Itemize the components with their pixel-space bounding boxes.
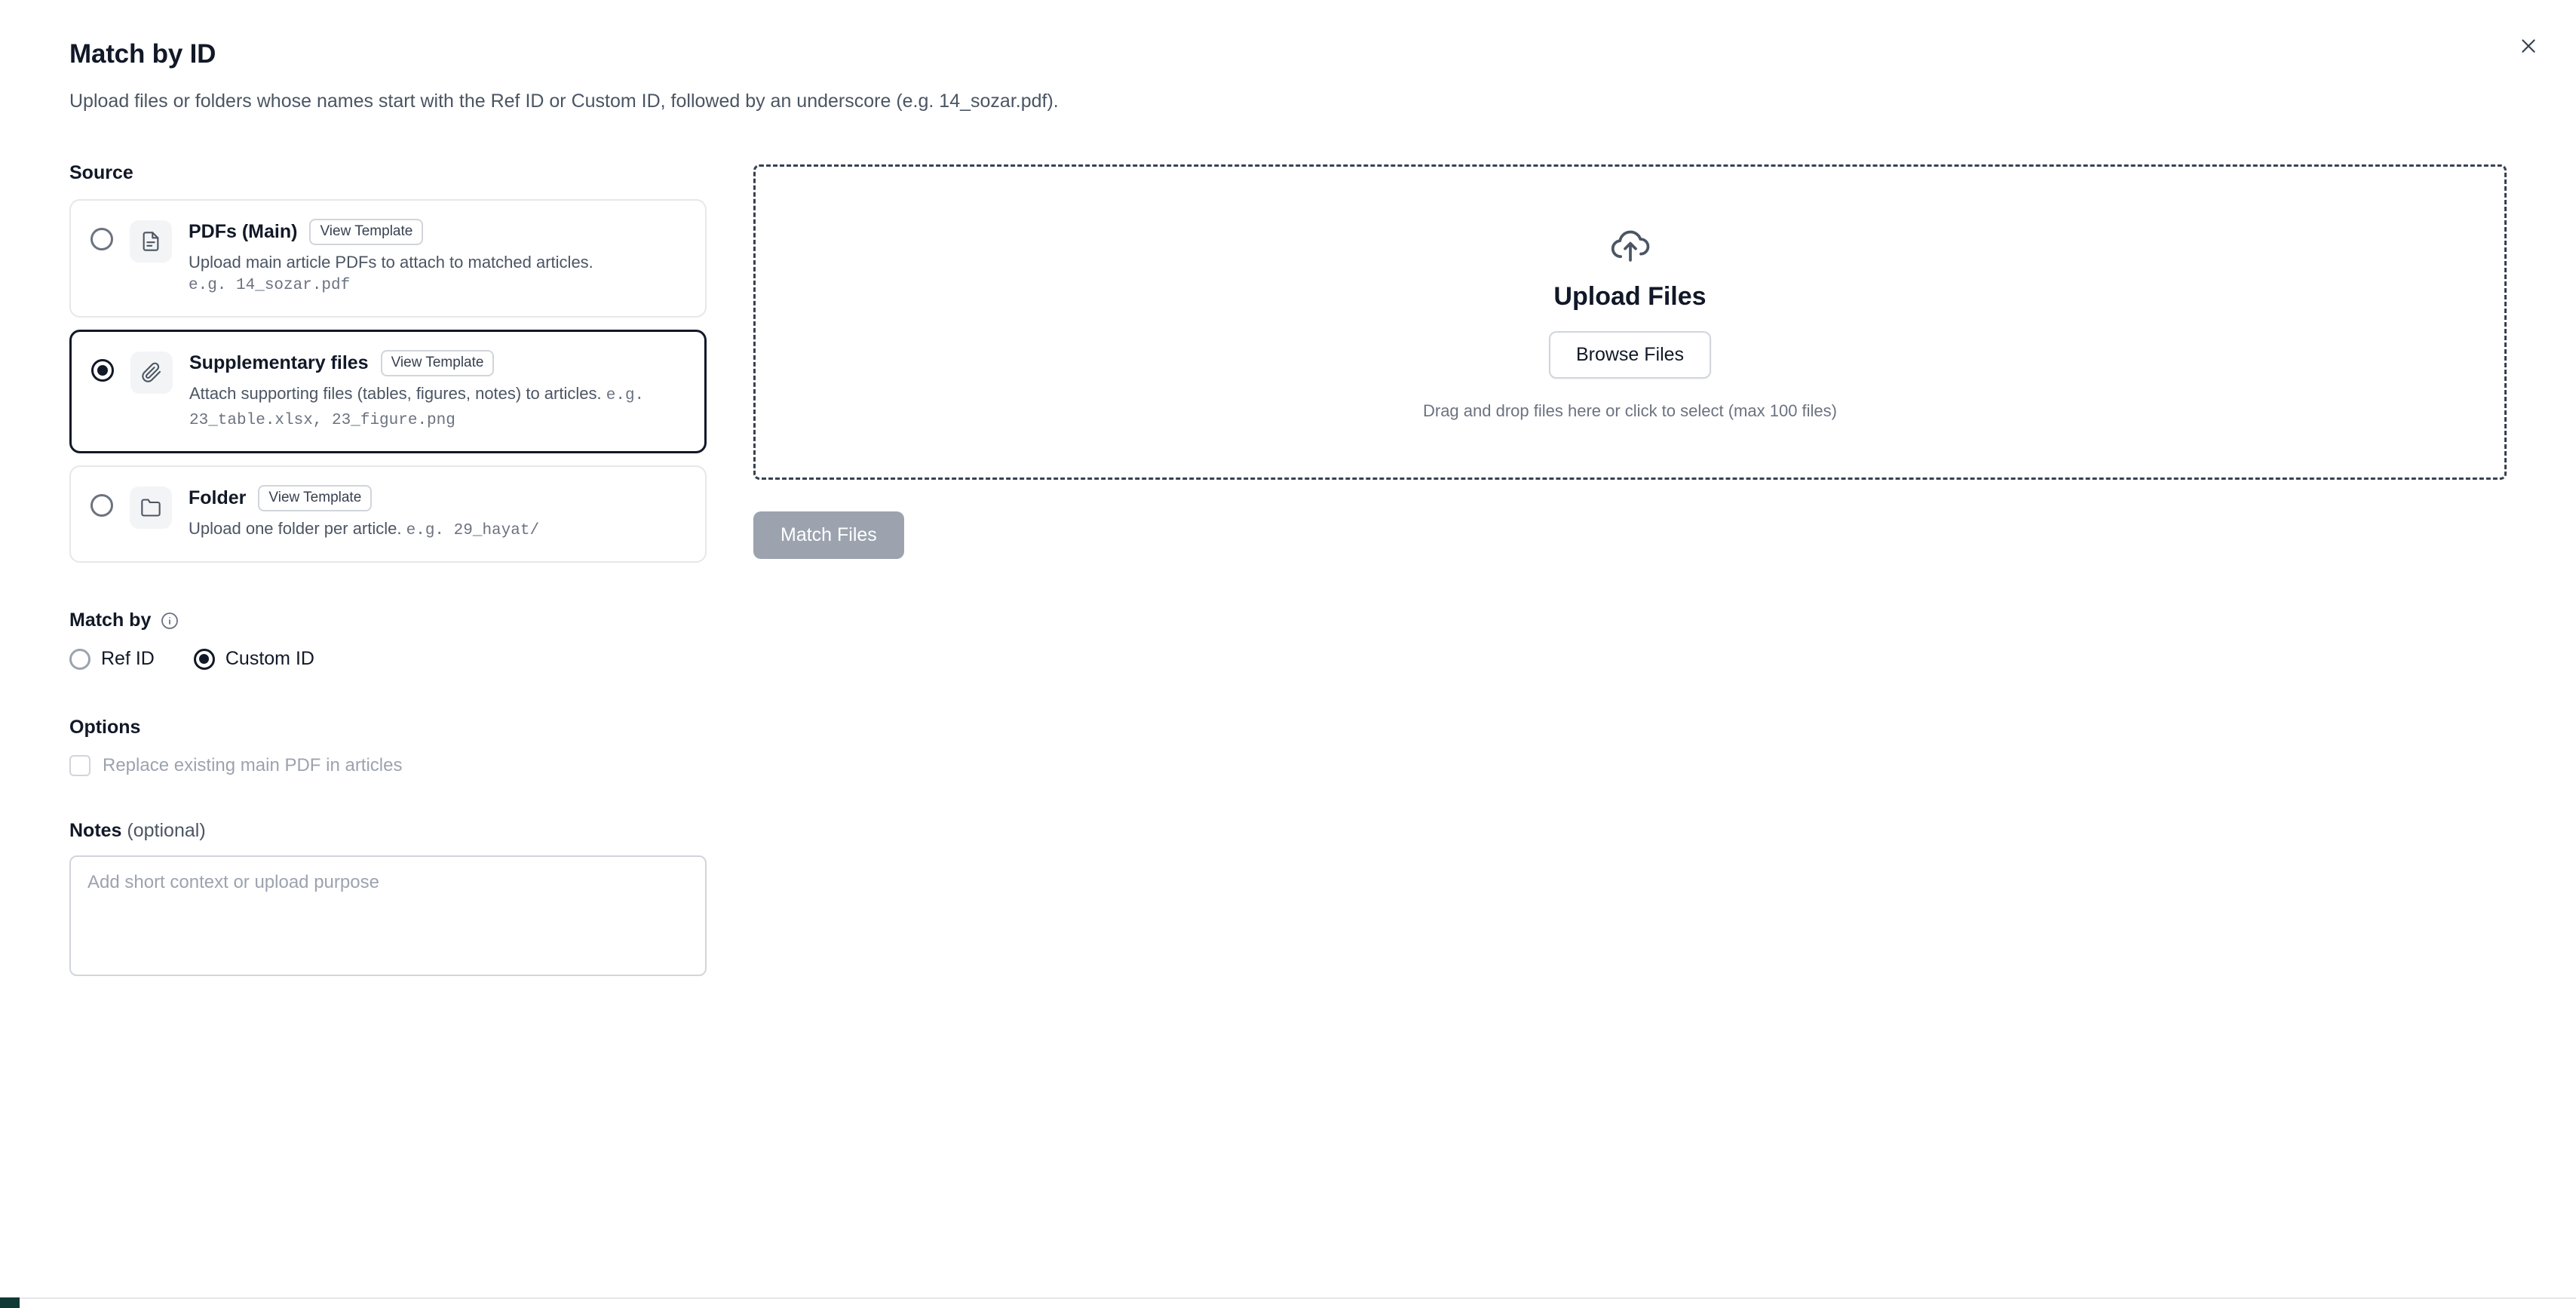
match-files-button[interactable]: Match Files [753,511,904,559]
source-option-pdfs-main[interactable] [69,199,707,318]
notes-label [69,820,707,842]
view-template-button-supplementary-files[interactable]: View Template [381,350,495,376]
bottom-accent-marker [0,1297,20,1308]
match-by-radio-group [69,648,707,670]
option-replace-existing-pdf[interactable] [69,755,707,776]
radio-ref-id[interactable] [69,649,90,670]
match-by-label-custom-id: Custom ID [225,648,314,670]
source-title-folder: Folder [189,487,247,508]
source-card-head [189,485,685,511]
paperclip-icon [130,352,173,394]
source-desc-text-pdfs-main: Upload main article PDFs to attach to matched articles. [189,253,593,272]
options-section-label: Options [69,717,141,738]
source-card-body [189,350,685,431]
source-option-folder[interactable] [69,465,707,563]
folder-icon [130,487,172,529]
source-example-supplementary-files: e.g. 23_table.xlsx, 23_figure.png [189,387,645,429]
match-by-option-custom-id[interactable] [194,648,314,670]
document-icon [130,220,172,263]
view-template-button-pdfs-main[interactable]: View Template [309,219,423,245]
page-title: Match by ID [69,39,216,69]
left-panel [69,162,707,980]
source-description-supplementary-files [189,382,685,431]
radio-custom-id[interactable] [194,649,215,670]
source-example-pdfs-main: e.g. 14_sozar.pdf [189,276,351,294]
match-by-header [69,609,707,631]
source-title-pdfs-main: PDFs (Main) [189,221,298,242]
source-desc-text-folder: Upload one folder per article. [189,518,402,538]
cloud-upload-icon [1609,224,1651,270]
info-icon[interactable] [160,611,179,631]
source-card-head [189,350,685,376]
notes-input[interactable] [69,855,707,976]
right-panel [753,162,2507,559]
match-by-option-ref-id[interactable] [69,648,155,670]
file-dropzone[interactable] [753,164,2507,480]
view-template-button-folder[interactable]: View Template [258,485,372,511]
modal-body [69,162,2507,980]
notes-label-text: Notes [69,820,122,842]
source-option-list [69,199,707,563]
source-radio-folder[interactable] [90,494,113,517]
notes-optional-suffix: (optional) [127,820,206,842]
source-card-body [189,219,685,296]
match-by-label: Match by [69,609,152,631]
source-title-supplementary-files: Supplementary files [189,352,369,374]
source-option-supplementary-files[interactable] [69,330,707,453]
source-example-folder: e.g. 29_hayat/ [406,521,540,539]
bottom-divider [0,1297,2576,1308]
source-radio-pdfs-main[interactable] [90,228,113,250]
browse-files-button[interactable]: Browse Files [1549,331,1711,379]
source-radio-supplementary-files[interactable] [91,359,114,382]
dropzone-hint: Drag and drop files here or click to select (max 100 files) [1422,401,1837,420]
checkbox-replace-existing-pdf[interactable] [69,755,90,776]
source-desc-text-supplementary-files: Attach supporting files (tables, figures, notes) to articles. [189,384,602,404]
upload-title: Upload Files [1553,281,1707,311]
source-section-label: Source [69,162,133,183]
option-label-replace-existing-pdf: Replace existing main PDF in articles [103,755,403,776]
source-description-pdfs-main [189,251,685,296]
close-icon[interactable] [2511,29,2546,63]
source-description-folder [189,517,685,542]
source-card-body [189,485,685,542]
match-by-label-ref-id: Ref ID [101,648,155,670]
source-card-head [189,219,685,245]
modal-subtitle: Upload files or folders whose names start with the Ref ID or Custom ID, followed by an underscore (e.g. 14_sozar.pdf). [69,91,1059,112]
